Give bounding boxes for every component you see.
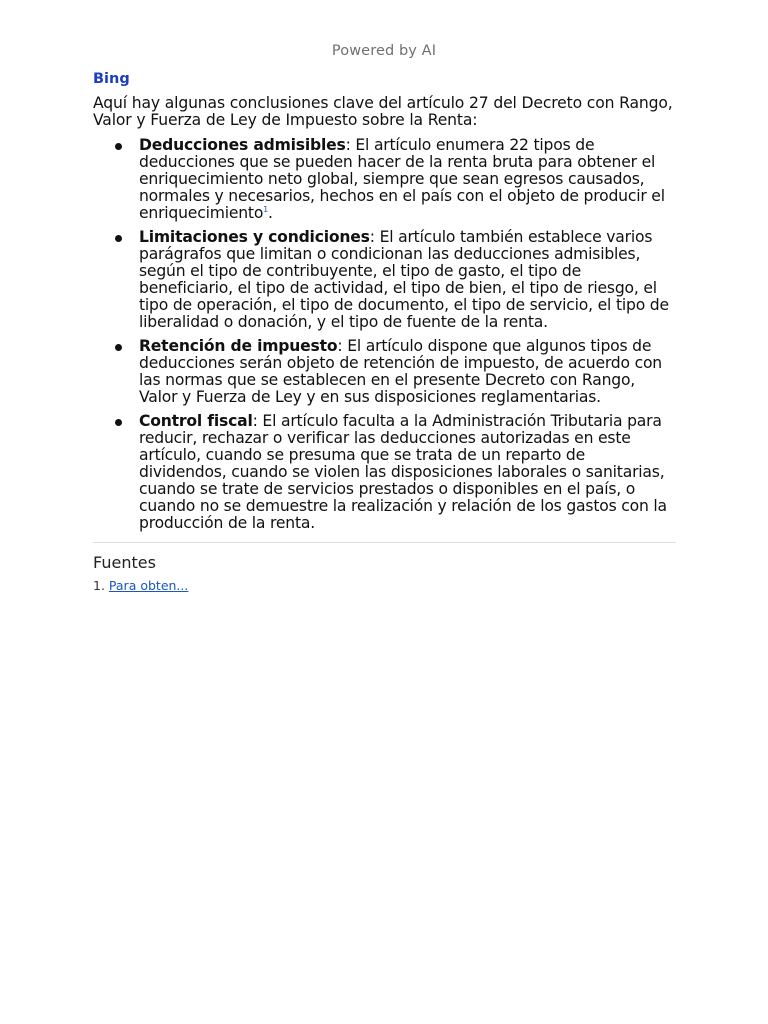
source-name: Bing — [93, 71, 130, 87]
point-term: Retención de impuesto — [139, 337, 338, 355]
bullet-icon — [115, 235, 122, 242]
source-link[interactable]: Para obten... — [108, 578, 189, 593]
intro-paragraph: Aquí hay algunas conclusiones clave del artículo 27 del Decreto con Rango, Valor y Fuerza de Ley de Impuesto sobre la Renta: — [93, 94, 673, 129]
source-item — [93, 578, 676, 593]
point-text: : El artículo faculta a la Administración Tributaria para reducir, rechazar o verificar las deducciones autorizadas en este artículo, cuando se presuma que se trata de un reparto de dividendos, cuando se violen las disposiciones laborales o sanitarias, cuando se trate de servicios prestados o disponibles en el país, o cuando no se demuestre la realización y relación de los gastos con la producción de la renta. — [139, 412, 667, 532]
list-item — [93, 137, 676, 222]
source-number: 1. — [93, 578, 105, 593]
point-end: . — [268, 204, 273, 222]
key-points-list — [93, 137, 676, 532]
sources-heading: Fuentes — [93, 553, 156, 572]
point-text: : El artículo dispone que algunos tipos de deducciones serán objeto de retención de impuesto, de acuerdo con las normas que se establecen en el presente Decreto con Rango, Valor y Fuerza de Ley y en sus disposiciones reglamentarias. — [139, 337, 662, 406]
sources-list — [93, 578, 676, 593]
list-item — [93, 338, 676, 406]
bullet-icon — [115, 143, 122, 150]
point-term: Limitaciones y condiciones — [139, 228, 370, 246]
answer-content — [93, 69, 676, 593]
point-term: Control fiscal — [139, 412, 253, 430]
point-term: Deducciones admisibles — [139, 136, 346, 154]
point-text: : El artículo también establece varios parágrafos que limitan o condicionan las deducciones admisibles, según el tipo de contribuyente, el tipo de gasto, el tipo de beneficiario, el tipo de actividad, el tipo de bien, el tipo de riesgo, el tipo de operación, el tipo de documento, el tipo de servicio, el tipo de liberalidad o donación, y el tipo de fuente de la renta. — [139, 228, 669, 331]
citation-link[interactable]: 1 — [263, 205, 269, 214]
bullet-icon — [115, 344, 122, 351]
powered-by-label: Powered by AI — [331, 43, 437, 59]
bullet-icon — [115, 419, 122, 426]
point-text: : El artículo enumera 22 tipos de deducciones que se pueden hacer de la renta bruta para obtener el enriquecimiento neto global, siempre que sean egresos causados, normales y necesarios, hechos en el país con el objeto de producir el enriquecimiento — [139, 136, 665, 222]
list-item — [93, 229, 676, 331]
list-item — [93, 413, 676, 532]
divider — [93, 542, 676, 543]
